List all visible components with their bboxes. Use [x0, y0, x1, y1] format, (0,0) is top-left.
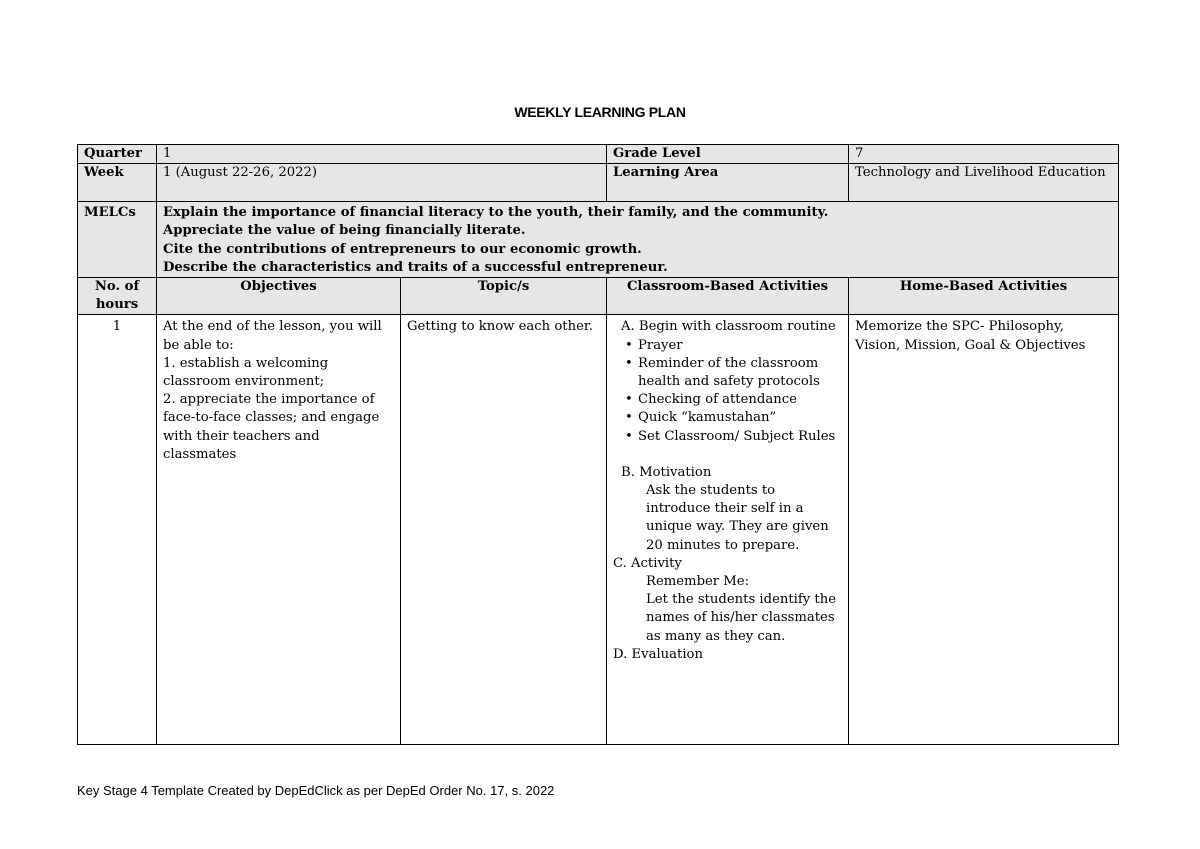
- grade-level-value: 7: [849, 145, 1119, 164]
- melc-item: Explain the importance of financial literacy to the youth, their family, and the community.: [163, 205, 829, 221]
- col-classroom-header: Classroom-Based Activities: [607, 278, 849, 315]
- objective-item: 2. appreciate the importance of face-to-face classes; and engage with their teachers and classmates: [163, 392, 380, 462]
- activity-d: D. Evaluation: [613, 646, 703, 662]
- routine-list: [623, 337, 842, 446]
- table-row: [78, 315, 1119, 745]
- list-item: • Set Classroom/ Subject Rules: [623, 428, 842, 446]
- grade-level-label: Grade Level: [607, 145, 849, 164]
- col-topics-header: Topic/s: [401, 278, 607, 315]
- learning-area-label: Learning Area: [607, 164, 849, 202]
- week-label: Week: [78, 164, 157, 202]
- learning-area-value: Technology and Livelihood Education: [849, 164, 1119, 202]
- list-item: • Prayer: [623, 337, 842, 355]
- melcs-label: MELCs: [78, 202, 157, 278]
- list-item: • Quick “kamustahan”: [623, 409, 842, 427]
- melc-item: Appreciate the value of being financially literate.: [163, 223, 526, 239]
- learning-plan-table: [77, 144, 1119, 745]
- col-home-header: Home-Based Activities: [849, 278, 1119, 315]
- melc-item: Describe the characteristics and traits of a successful entrepreneur.: [163, 259, 668, 275]
- melcs-content: [157, 202, 1119, 278]
- objective-item: 1. establish a welcoming classroom environment;: [163, 355, 329, 390]
- list-item: • Reminder of the classroom health and safety protocols: [623, 355, 842, 391]
- quarter-value: 1: [157, 145, 607, 164]
- week-value: 1 (August 22-26, 2022): [157, 164, 607, 202]
- quarter-label: Quarter: [78, 145, 157, 164]
- col-objectives-header: Objectives: [157, 278, 401, 315]
- activity-c: C. Activity: [613, 555, 682, 571]
- activity-text: Let the students identify the names of his/her classmates as many as they can.: [646, 592, 837, 644]
- melcs-row: [78, 202, 1119, 278]
- activity-title: Remember Me:: [646, 574, 750, 590]
- quarter-row: [78, 145, 1119, 164]
- classroom-activities-cell: [607, 315, 849, 745]
- col-hours-header: No. of hours: [78, 278, 157, 315]
- motivation-text: Ask the students to introduce their self in a unique way. They are given 20 minutes to prepare.: [646, 483, 829, 553]
- footer-note: Key Stage 4 Template Created by DepEdClick as per DepEd Order No. 17, s. 2022: [77, 783, 555, 798]
- activity-b: B. Motivation: [621, 464, 712, 480]
- objectives-intro: At the end of the lesson, you will be able to:: [163, 319, 382, 353]
- activity-a: A. Begin with classroom routine: [621, 319, 836, 335]
- melc-item: Cite the contributions of entrepreneurs to our economic growth.: [163, 241, 642, 257]
- topic-cell: Getting to know each other.: [401, 315, 607, 745]
- hours-cell: 1: [78, 315, 157, 745]
- objectives-cell: [157, 315, 401, 745]
- list-item: • Checking of attendance: [623, 391, 842, 409]
- week-row: [78, 164, 1119, 202]
- page-title: WEEKLY LEARNING PLAN: [514, 104, 686, 120]
- column-header-row: [78, 278, 1119, 315]
- home-activities-cell: Memorize the SPC- Philosophy, Vision, Mission, Goal & Objectives: [849, 315, 1119, 745]
